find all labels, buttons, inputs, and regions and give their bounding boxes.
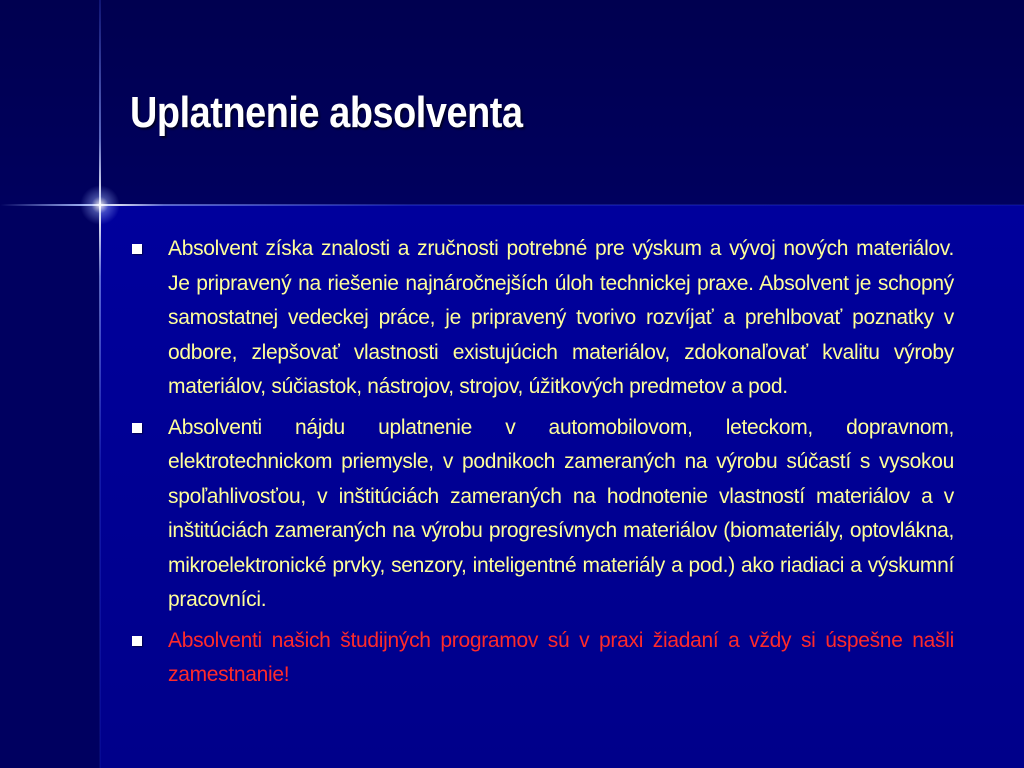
slide-title: Uplatnenie absolventa bbox=[130, 88, 523, 137]
star-flare-horizontal bbox=[0, 204, 1024, 206]
bullet-item-2 bbox=[130, 411, 954, 618]
bullet-text: Absolvent získa znalosti a zručnosti potrebné pre výskum a vývoj nových materiálov. Je pripravený na riešenie najnáročnejších úloh technickej praxe. Absolvent je schopný samostatnej vedeckej práce, je pripravený tvorivo rozvíjať a prehlbovať poznatky v odbore, zlepšovať vlastnosti existujúcich materiálov, zdokonaľovať kvalitu výroby materiálov, súčiastok, nástrojov, strojov, úžitkových predmetov a pod. bbox=[168, 237, 954, 398]
bullet-text: Absolventi našich študijných programov sú v praxi žiadaní a vždy si úspešne našli zamestnanie! bbox=[168, 628, 954, 686]
slide-left-strip bbox=[0, 205, 100, 768]
bullet-item-3 bbox=[130, 624, 954, 693]
bullet-list bbox=[130, 232, 954, 699]
bullet-text: Absolventi nájdu uplatnenie v automobilovom, leteckom, dopravnom, elektrotechnickom priemysle, v podnikoch zameraných na výrobu súčastí s vysokou spoľahlivosťou, v inštitúciách zameraných na hodnotenie vlastností materiálov a v inštitúciách zameraných na výrobu progresívnych materiálov (biomateriály, optovlákna, mikroelektronické prvky, senzory, inteligentné materiály a pod.) ako riadiaci a výskumní pracovníci. bbox=[168, 415, 954, 611]
square-bullet-icon bbox=[132, 244, 142, 254]
star-flare-vertical bbox=[99, 0, 101, 768]
bullet-item-1 bbox=[130, 232, 954, 405]
star-flare-glow bbox=[80, 185, 120, 225]
square-bullet-icon bbox=[132, 636, 142, 646]
square-bullet-icon bbox=[132, 423, 142, 433]
